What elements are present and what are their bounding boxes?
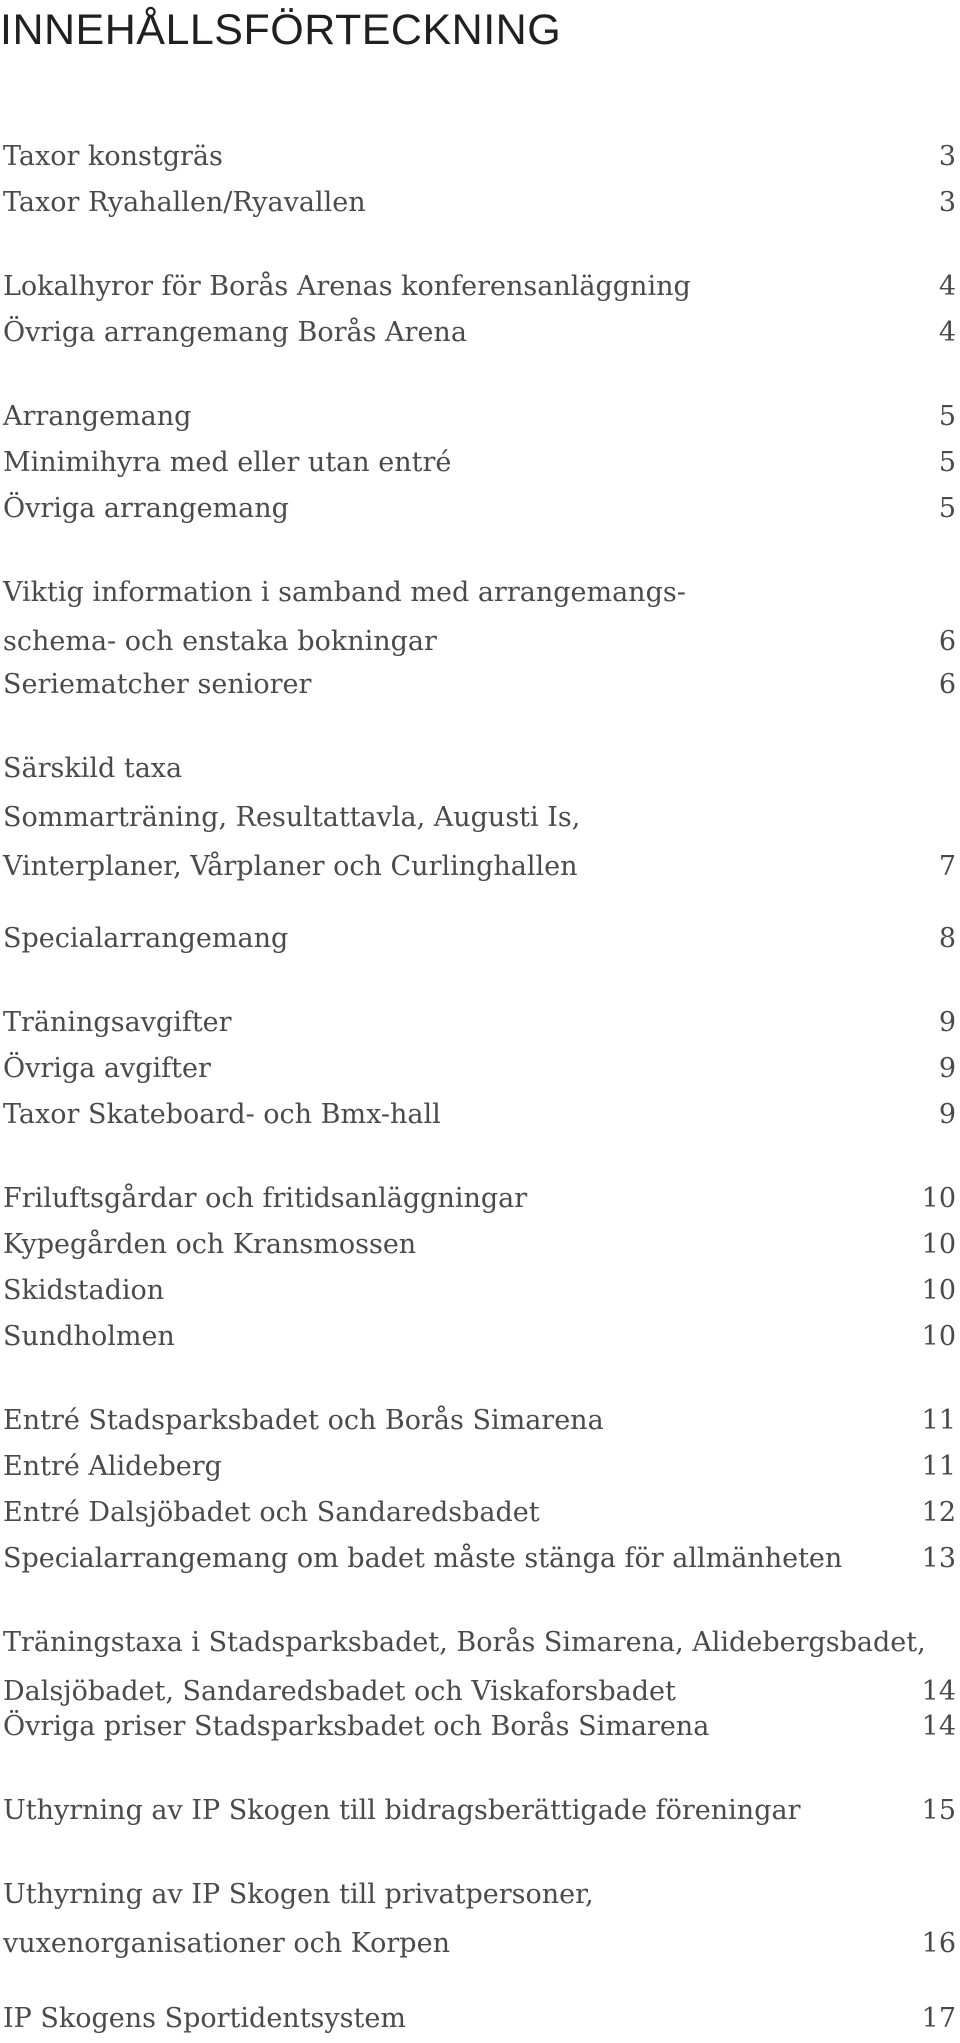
toc-entry-text: Särskild taxa <box>3 753 183 784</box>
toc-entry <box>3 1870 956 1968</box>
toc-line <box>3 1312 956 1361</box>
toc-entry-text: Seriematcher seniorer <box>3 669 312 700</box>
toc-line <box>3 660 956 709</box>
toc-page-number: 14 <box>921 1711 956 1742</box>
toc-line <box>3 914 956 963</box>
toc-entry <box>3 1396 956 1445</box>
toc-line <box>3 1786 956 1835</box>
toc-line <box>3 1534 956 1583</box>
toc-page-number: 3 <box>938 187 956 218</box>
toc-entry-text: Arrangemang <box>3 401 192 432</box>
toc-line <box>3 1994 956 2043</box>
toc-entry-text: Specialarrangemang <box>3 923 289 954</box>
toc-page-number: 12 <box>921 1497 956 1528</box>
toc-page-number: 8 <box>938 923 956 954</box>
toc-entry-text: Sommarträning, Resultattavla, Augusti Is, <box>3 802 581 833</box>
toc-page-number: 9 <box>938 1099 956 1130</box>
toc-page-number: 7 <box>938 851 956 882</box>
toc-line <box>3 617 956 666</box>
toc-line <box>3 998 956 1047</box>
toc-line <box>3 793 956 842</box>
toc-entry-text: Uthyrning av IP Skogen till privatpersoner, <box>3 1879 594 1910</box>
toc-line <box>3 1174 956 1223</box>
toc-entry-text: Övriga priser Stadsparksbadet och Borås Simarena <box>3 1711 710 1742</box>
toc-page-number: 10 <box>921 1275 956 1306</box>
toc-page-number: 9 <box>938 1053 956 1084</box>
toc-entry-text: Övriga avgifter <box>3 1053 211 1084</box>
toc-entry-text: vuxenorganisationer och Korpen <box>3 1928 450 1959</box>
toc-entry-text: Entré Alideberg <box>3 1451 222 1482</box>
toc-page-number: 9 <box>938 1007 956 1038</box>
toc-entry-text: Taxor Ryahallen/Ryavallen <box>3 187 366 218</box>
toc-entry-text: Vinterplaner, Vårplaner och Curlinghallen <box>3 851 578 882</box>
toc-line <box>3 178 956 227</box>
toc-page-number: 5 <box>938 447 956 478</box>
toc-entry <box>3 438 956 487</box>
toc-entry <box>3 568 956 666</box>
toc-entry-text: Dalsjöbadet, Sandaredsbadet och Viskaforsbadet <box>3 1676 676 1707</box>
toc-entry-text: Övriga arrangemang <box>3 493 289 524</box>
toc-page-number: 6 <box>938 626 956 657</box>
toc-entry-text: Viktig information i samband med arrangemangs- <box>3 577 686 608</box>
toc-entry <box>3 178 956 227</box>
toc-page-number: 11 <box>921 1405 956 1436</box>
toc-entry <box>3 1266 956 1315</box>
toc-entry-text: Taxor konstgräs <box>3 141 223 172</box>
toc-entry-text: Lokalhyror för Borås Arenas konferensanläggning <box>3 271 691 302</box>
toc-page-number: 5 <box>938 401 956 432</box>
toc-page-number: 15 <box>921 1795 956 1826</box>
toc-entry-text: Entré Dalsjöbadet och Sandaredsbadet <box>3 1497 540 1528</box>
toc-entry-text: Friluftsgårdar och fritidsanläggningar <box>3 1183 528 1214</box>
toc-entry <box>3 262 956 311</box>
toc-entry <box>3 1090 956 1139</box>
toc-entry <box>3 1442 956 1491</box>
toc-entry-text: Uthyrning av IP Skogen till bidragsberättigade föreningar <box>3 1795 801 1826</box>
toc-entry <box>3 1488 956 1537</box>
toc-page-number: 3 <box>938 141 956 172</box>
toc-entry-text: Specialarrangemang om badet måste stänga för allmänheten <box>3 1543 843 1574</box>
toc-line <box>3 1919 956 1968</box>
toc-entry <box>3 1786 956 1835</box>
toc-entry <box>3 1044 956 1093</box>
page-title: INNEHÅLLSFÖRTECKNING <box>0 6 562 54</box>
toc-page-number: 6 <box>938 669 956 700</box>
toc-entry-text: Sundholmen <box>3 1321 175 1352</box>
toc-entry-text: Övriga arrangemang Borås Arena <box>3 317 467 348</box>
toc-entry-text: Träningstaxa i Stadsparksbadet, Borås Simarena, Alidebergsbadet, <box>3 1627 926 1658</box>
toc-entry <box>3 1174 956 1223</box>
toc-entry <box>3 1702 956 1751</box>
toc-page-number: 11 <box>921 1451 956 1482</box>
toc-page-number: 10 <box>921 1321 956 1352</box>
toc-entry-text: IP Skogens Sportidentsystem <box>3 2003 406 2034</box>
toc-entry-text: Minimihyra med eller utan entré <box>3 447 452 478</box>
toc-line <box>3 1702 956 1751</box>
toc-entry-text: Kypegården och Kransmossen <box>3 1229 417 1260</box>
toc-line <box>3 1396 956 1445</box>
toc-entry <box>3 308 956 357</box>
toc-entry <box>3 484 956 533</box>
toc-line <box>3 132 956 181</box>
toc-entry <box>3 1312 956 1361</box>
toc-line <box>3 484 956 533</box>
toc-line <box>3 1220 956 1269</box>
toc-page-number: 16 <box>921 1928 956 1959</box>
toc-page-number: 13 <box>921 1543 956 1574</box>
toc-page-number: 10 <box>921 1183 956 1214</box>
toc-entry-text: Taxor Skateboard- och Bmx-hall <box>3 1099 441 1130</box>
toc-entry <box>3 132 956 181</box>
toc-line <box>3 1044 956 1093</box>
toc-line <box>3 1618 956 1667</box>
toc-line <box>3 1442 956 1491</box>
toc-page-number: 4 <box>938 271 956 302</box>
toc-entry <box>3 998 956 1047</box>
toc-entry-text: Träningsavgifter <box>3 1007 232 1038</box>
toc-entry <box>3 1534 956 1583</box>
toc-line <box>3 744 956 793</box>
toc-line <box>3 392 956 441</box>
toc-entry <box>3 1220 956 1269</box>
toc-entry <box>3 660 956 709</box>
toc-page-number: 17 <box>921 2003 956 2034</box>
toc-entry <box>3 914 956 963</box>
toc-line <box>3 308 956 357</box>
toc-line <box>3 1090 956 1139</box>
toc-line <box>3 1266 956 1315</box>
toc-entry-text: schema- och enstaka bokningar <box>3 626 437 657</box>
toc-page-number: 4 <box>938 317 956 348</box>
toc-page-number: 14 <box>921 1676 956 1707</box>
toc-entry <box>3 744 956 891</box>
toc-entry <box>3 1994 956 2043</box>
toc-page-number: 10 <box>921 1229 956 1260</box>
toc-page-number: 5 <box>938 493 956 524</box>
toc-line <box>3 842 956 891</box>
toc-entry-text: Skidstadion <box>3 1275 165 1306</box>
toc-entry <box>3 392 956 441</box>
toc-line <box>3 1870 956 1919</box>
toc-line <box>3 262 956 311</box>
toc-line <box>3 438 956 487</box>
toc-entry-text: Entré Stadsparksbadet och Borås Simarena <box>3 1405 604 1436</box>
toc-line <box>3 1488 956 1537</box>
toc-line <box>3 568 956 617</box>
